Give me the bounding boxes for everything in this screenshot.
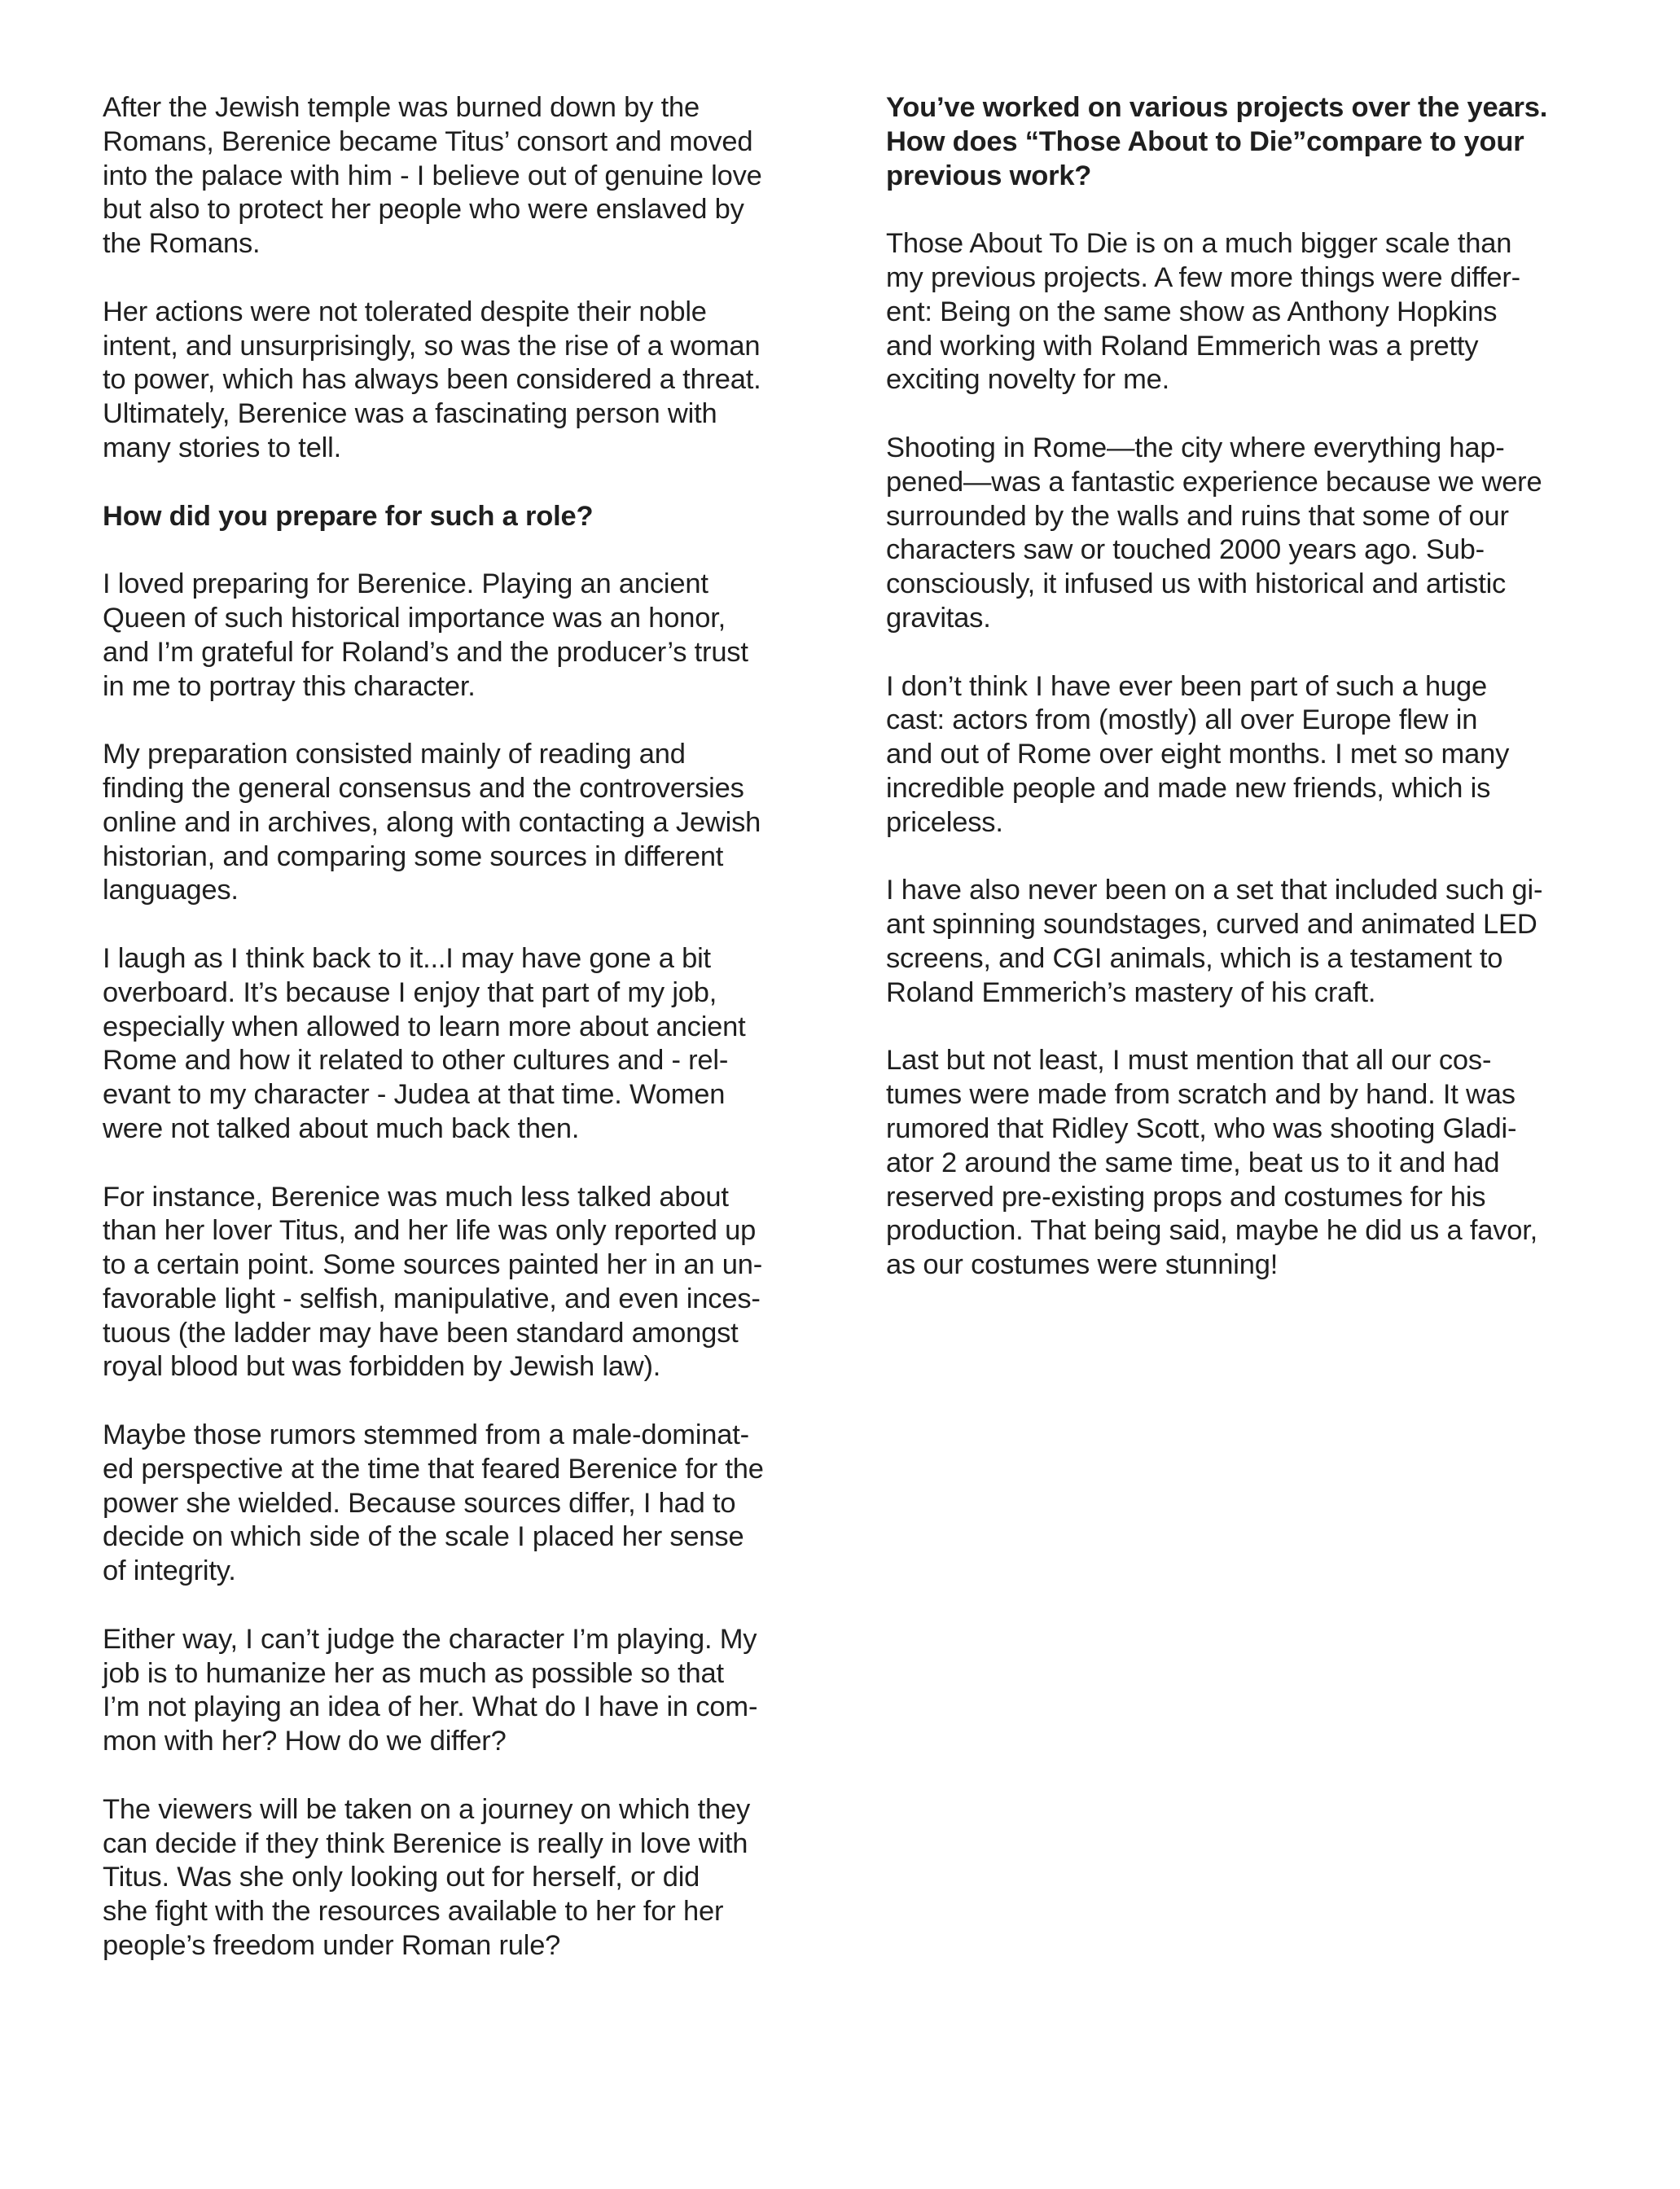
text-line: finding the general consensus and the controversies (103, 772, 744, 804)
heading-line: How does “Those About to Die”compare to your (886, 125, 1524, 157)
text-line: gravitas. (886, 602, 991, 634)
paragraph-huge-cast (886, 670, 1578, 840)
text-line: tumes were made from scratch and by hand. It was (886, 1079, 1516, 1111)
text-line: Shooting in Rome—the city where everything hap- (886, 432, 1505, 463)
heading-line: previous work? (886, 160, 1092, 191)
text-line: evant to my character - Judea at that time. Women (103, 1079, 726, 1111)
text-line: tuous (the ladder may have been standard amongst (103, 1317, 739, 1349)
text-line: Titus. Was she only looking out for herself, or did (103, 1862, 700, 1893)
text-line: Either way, I can’t judge the character I’m playing. My (103, 1623, 757, 1655)
text-line: languages. (103, 875, 239, 906)
text-line: Last but not least, I must mention that all our cos- (886, 1045, 1492, 1077)
text-line: many stories to tell. (103, 432, 341, 463)
text-line: favorable light - selfish, manipulative, and even inces- (103, 1283, 761, 1314)
text-line: I don’t think I have ever been part of such a huge (886, 670, 1487, 702)
heading-line: You’ve worked on various projects over the years. (886, 92, 1548, 123)
paragraph-temple-burned (103, 91, 803, 261)
text-line: overboard. It’s because I enjoy that part of my job, (103, 976, 717, 1008)
text-line: as our costumes were stunning! (886, 1249, 1279, 1281)
text-line: ent: Being on the same show as Anthony Hopkins (886, 296, 1498, 327)
text-line: Romans, Berenice became Titus’ consort and moved (103, 125, 753, 157)
text-line: production. That being said, maybe he did us a favor, (886, 1215, 1538, 1247)
text-line: My preparation consisted mainly of reading and (103, 739, 686, 770)
heading-line: How did you prepare for such a role? (103, 500, 594, 532)
text-line: mon with her? How do we differ? (103, 1726, 507, 1757)
text-line: I laugh as I think back to it...I may have gone a bit (103, 942, 711, 974)
paragraph-maybe-rumors (103, 1419, 803, 1589)
text-line: The viewers will be taken on a journey on which they (103, 1793, 751, 1825)
text-line: incredible people and made new friends, which is (886, 772, 1491, 804)
text-line: of integrity. (103, 1555, 236, 1587)
paragraph-bigger-scale (886, 227, 1578, 397)
text-line: online and in archives, along with contacting a Jewish (103, 806, 761, 838)
text-line: to power, which has always been considered a threat. (103, 364, 761, 396)
text-line: decide on which side of the scale I placed her sense (103, 1521, 744, 1553)
text-line: and I’m grateful for Roland’s and the producer’s trust (103, 636, 748, 668)
text-line: reserved pre-existing props and costumes for his (886, 1181, 1486, 1213)
text-line: screens, and CGI animals, which is a testament to (886, 942, 1503, 974)
paragraph-either-way (103, 1623, 803, 1759)
paragraph-loved-preparing (103, 568, 803, 704)
paragraph-my-preparation (103, 738, 803, 908)
text-line: especially when allowed to learn more about ancient (103, 1011, 746, 1042)
text-line: and working with Roland Emmerich was a pretty (886, 330, 1479, 362)
text-line: into the palace with him - I believe out of genuine love (103, 160, 762, 191)
text-line: cast: actors from (mostly) all over Europe flew in (886, 704, 1478, 736)
text-line: pened—was a fantastic experience because we were (886, 466, 1542, 498)
text-line: characters saw or touched 2000 years ago. Sub- (886, 534, 1485, 566)
text-line: I’m not playing an idea of her. What do I have in com- (103, 1691, 758, 1723)
text-line: than her lover Titus, and her life was only reported up (103, 1215, 757, 1247)
text-line: but also to protect her people who were enslaved by (103, 194, 744, 226)
text-line: in me to portray this character. (103, 670, 476, 702)
text-line: Roland Emmerich’s mastery of his craft. (886, 976, 1376, 1008)
left-column (103, 91, 803, 1998)
text-line: surrounded by the walls and ruins that some of our (886, 500, 1509, 532)
text-line: Those About To Die is on a much bigger scale than (886, 228, 1512, 260)
paragraph-costumes (886, 1044, 1578, 1283)
text-line: Queen of such historical importance was an honor, (103, 602, 726, 634)
right-column (886, 91, 1578, 1317)
text-line: ant spinning soundstages, curved and animated LED (886, 909, 1537, 941)
text-line: she fight with the resources available to her for her (103, 1896, 724, 1928)
text-line: people’s freedom under Roman rule? (103, 1930, 561, 1962)
text-line: job is to humanize her as much as possible so that (103, 1657, 724, 1689)
text-line: ator 2 around the same time, beat us to it and had (886, 1147, 1500, 1178)
text-line: consciously, it infused us with historical and artistic (886, 568, 1507, 600)
text-line: were not talked about much back then. (103, 1112, 580, 1144)
question-heading-preparation (103, 500, 803, 534)
text-line: exciting novelty for me. (886, 364, 1170, 396)
text-line: After the Jewish temple was burned down by the (103, 92, 700, 123)
text-line: to a certain point. Some sources painted her in an un- (103, 1249, 763, 1281)
paragraph-the-viewers (103, 1793, 803, 1963)
text-line: power she wielded. Because sources differ, I had to (103, 1487, 736, 1519)
text-line: royal blood but was forbidden by Jewish law). (103, 1351, 661, 1383)
text-line: the Romans. (103, 228, 261, 260)
text-line: priceless. (886, 806, 1003, 838)
text-line: can decide if they think Berenice is really in love with (103, 1827, 748, 1859)
text-line: Ultimately, Berenice was a fascinating person with (103, 398, 717, 430)
text-line: intent, and unsurprisingly, so was the rise of a woman (103, 330, 761, 362)
paragraph-shooting-in-rome (886, 432, 1578, 636)
text-line: Maybe those rumors stemmed from a male-dominat- (103, 1419, 749, 1451)
text-line: For instance, Berenice was much less talked about (103, 1181, 729, 1213)
paragraph-for-instance (103, 1181, 803, 1385)
text-line: rumored that Ridley Scott, who was shooting Gladi- (886, 1112, 1517, 1144)
text-line: historian, and comparing some sources in different (103, 840, 724, 872)
text-line: I loved preparing for Berenice. Playing an ancient (103, 568, 708, 600)
text-line: my previous projects. A few more things were differ- (886, 261, 1520, 293)
text-line: Rome and how it related to other cultures and - rel- (103, 1045, 729, 1077)
text-line: I have also never been on a set that included such gi- (886, 875, 1543, 906)
paragraph-her-actions (103, 296, 803, 466)
paragraph-i-laugh (103, 942, 803, 1147)
paragraph-never-on-set (886, 874, 1578, 1010)
text-line: ed perspective at the time that feared Berenice for the (103, 1453, 764, 1485)
text-line: and out of Rome over eight months. I met so many (886, 739, 1510, 770)
question-heading-projects (886, 91, 1578, 193)
text-line: Her actions were not tolerated despite their noble (103, 296, 707, 327)
